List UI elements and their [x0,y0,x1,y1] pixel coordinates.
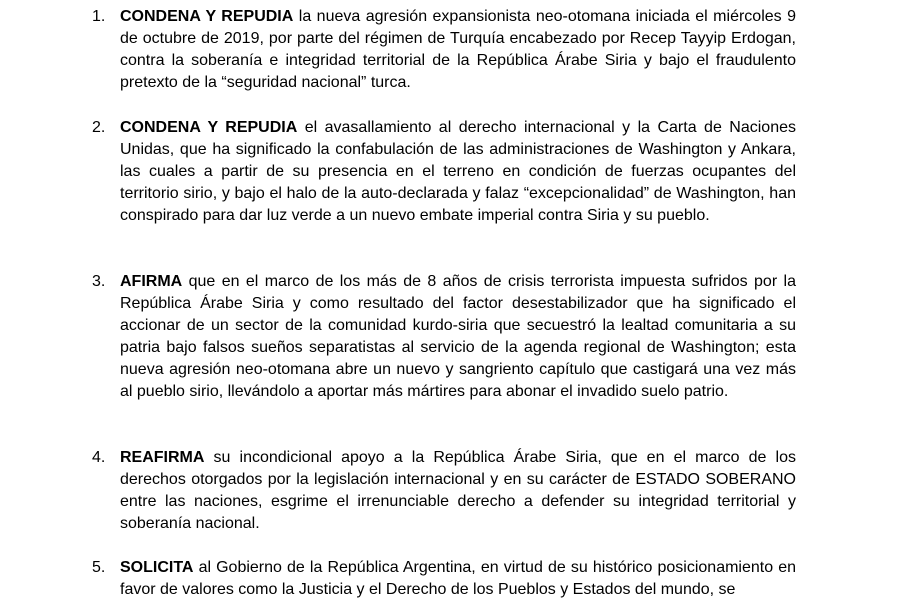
item-text: que en el marco de los más de 8 años de crisis terrorista impuesta sufridos por la República Árabe Siria y como resultado del factor desestabilizador que ha significado el accionar de un sector de la comunidad kurdo-siria que secuestró la lealtad comunitaria a su patria bajo falsos sueños separatistas al servicio de la agenda regional de Washington; esta nueva agresión neo-otomana abre un nuevo y sangriento capítulo que castigará una vez más al pueblo sirio, llevándolo a aportar más mártires para abonar el invadido suelo patrio. [120,273,796,400]
resolution-item-4 [92,447,796,535]
item-lead: AFIRMA [120,273,183,290]
item-number: 1. [92,8,106,25]
item-number: 5. [92,559,106,576]
item-body [120,557,796,600]
item-number: 4. [92,449,106,466]
item-body [120,447,796,535]
item-number: 3. [92,273,106,290]
item-body [120,6,796,94]
item-lead: REAFIRMA [120,449,205,466]
item-text: al Gobierno de la República Argentina, en virtud de su histórico posicionamiento en favor de valores como la Justicia y el Derecho de los Pueblos y Estados del mundo, se [120,559,796,598]
item-text: la nueva agresión expansionista neo-otomana iniciada el miércoles 9 de octubre de 2019, por parte del régimen de Turquía encabezado por Recep Tayyip Erdogan, contra la soberanía e integridad territorial de la República Árabe Siria y bajo el fraudulento pretexto de la “seguridad nacional” turca. [120,8,796,91]
item-text: su incondicional apoyo a la República Árabe Siria, que en el marco de los derechos otorgados por la legislación internacional y en su carácter de ESTADO SOBERANO entre las naciones, esgrime el irrenunciable derecho a defender su integridad territorial y soberanía nacional. [120,449,796,532]
item-body [120,271,796,403]
resolution-item-3 [92,271,796,403]
item-text: el avasallamiento al derecho internacional y la Carta de Naciones Unidas, que ha significado la confabulación de las administraciones de Washington y Ankara, las cuales a partir de su presencia en el terreno en condición de fuerzas ocupantes del territorio sirio, y bajo el halo de la auto-declarada y falaz “excepcionalidad” de Washington, han conspirado para dar luz verde a un nuevo embate imperial contra Siria y su pueblo. [120,119,796,224]
item-number: 2. [92,119,106,136]
resolution-item-5 [92,557,796,600]
item-lead: CONDENA Y REPUDIA [120,8,294,25]
resolution-item-2 [92,117,796,227]
item-lead: CONDENA Y REPUDIA [120,119,298,136]
item-body [120,117,796,227]
item-lead: SOLICITA [120,559,194,576]
resolution-item-1 [92,6,796,94]
